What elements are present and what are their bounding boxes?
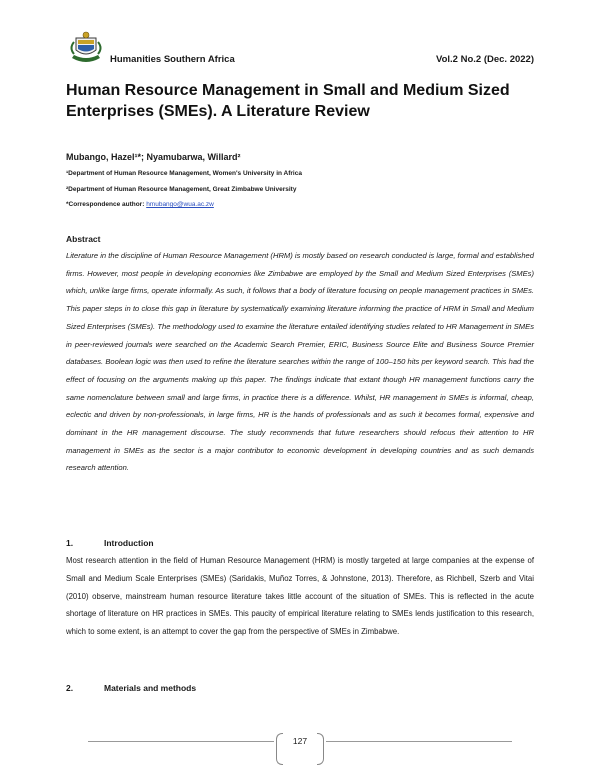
correspondence-line: [66, 201, 214, 208]
correspondence-email-link[interactable]: hmubango@wua.ac.zw: [146, 201, 214, 208]
university-crest-icon: [66, 28, 106, 68]
page-number: 127: [292, 736, 308, 746]
affiliation-1: ¹Department of Human Resource Management, Women's University in Africa: [66, 170, 302, 177]
author-list: Mubango, Hazel¹*; Nyamubarwa, Willard²: [66, 152, 241, 162]
page-footer: [0, 720, 600, 760]
bracket-left: [276, 733, 283, 765]
paper-title: Human Resource Management in Small and Medium Sized Enterprises (SMEs). A Literature Review: [66, 82, 510, 120]
affiliation-2: ²Department of Human Resource Management, Great Zimbabwe University: [66, 186, 297, 193]
section-title: Introduction: [104, 538, 154, 548]
section-number: 2.: [66, 683, 74, 693]
section-heading-introduction: [66, 538, 154, 548]
abstract-text: Literature in the discipline of Human Resource Management (HRM) is mostly based on research conducted is large, formal and established firms. However, most people in developing economies like Zimbabwe are employed by the Small and Medium Sized Enterprises (SMEs) which, unlike large firms, operate informally. As such, it follows that a body of literature focusing on people management practices in SMEs. This paper steps in to close this gap in literature by systematically examining literature informing the practice of HRM in Small and Medium Sized Enterprises (SMEs). The methodology used to examine the literature entailed identifying studies related to HR Management in SMEs in peer-reviewed journals were searched on the Academic Search Premier, ERIC, Business Source Elite and Business Source Premier databases. Boolean logic was then used to refine the literature searches within the range of 100–150 hits per keyword search. This had the effect of focusing on the arguments making up this paper. The findings indicate that extant though HR management functions carry the same nomenclature between small and large firms, in practice there is a difference. Whilst, HR management in SMEs is informal, cheap, eclectic and driven by non-professionals, in large firms, HR is the hands of professionals and as such it becomes formal, expensive and dominant in the HR management discourse. The study recommends that future researchers should refocus their attention to HR management in SMEs as the sector is a major contributor to economic development in developing countries and as such demands research attention.: [66, 251, 534, 473]
section-heading-materials-methods: [66, 683, 196, 693]
journal-header: [66, 28, 534, 74]
abstract-heading: Abstract: [66, 234, 101, 244]
page-number-box: [276, 728, 324, 754]
correspondence-label: *Correspondence author:: [66, 201, 147, 208]
bracket-right: [317, 733, 324, 765]
introduction-paragraph: Most research attention in the field of Human Resource Management (HRM) is mostly targeted at large companies at the expense of Small and Medium Scale Enterprises (SMEs) (Saridakis, Muñoz Torres, & Johnstone, 2013). Therefore, as Richbell, Szerb and Vitai (2010) observe, mainstream human resource literature takes little account of the situation of SMEs. This is reflected in the acute shortage of literature on HR practices in SMEs. This paucity of empirical literature relating to SMEs lends justification to this research, which to some extent, is an attempt to cover the gap from the perspective of SMEs in Zimbabwe.: [66, 556, 534, 637]
journal-name: Humanities Southern Africa: [110, 54, 235, 65]
footer-rule-left: [88, 741, 274, 742]
journal-issue: Vol.2 No.2 (Dec. 2022): [435, 54, 534, 65]
section-number: 1.: [66, 538, 74, 548]
section-title: Materials and methods: [104, 683, 197, 693]
footer-rule-right: [326, 741, 512, 742]
